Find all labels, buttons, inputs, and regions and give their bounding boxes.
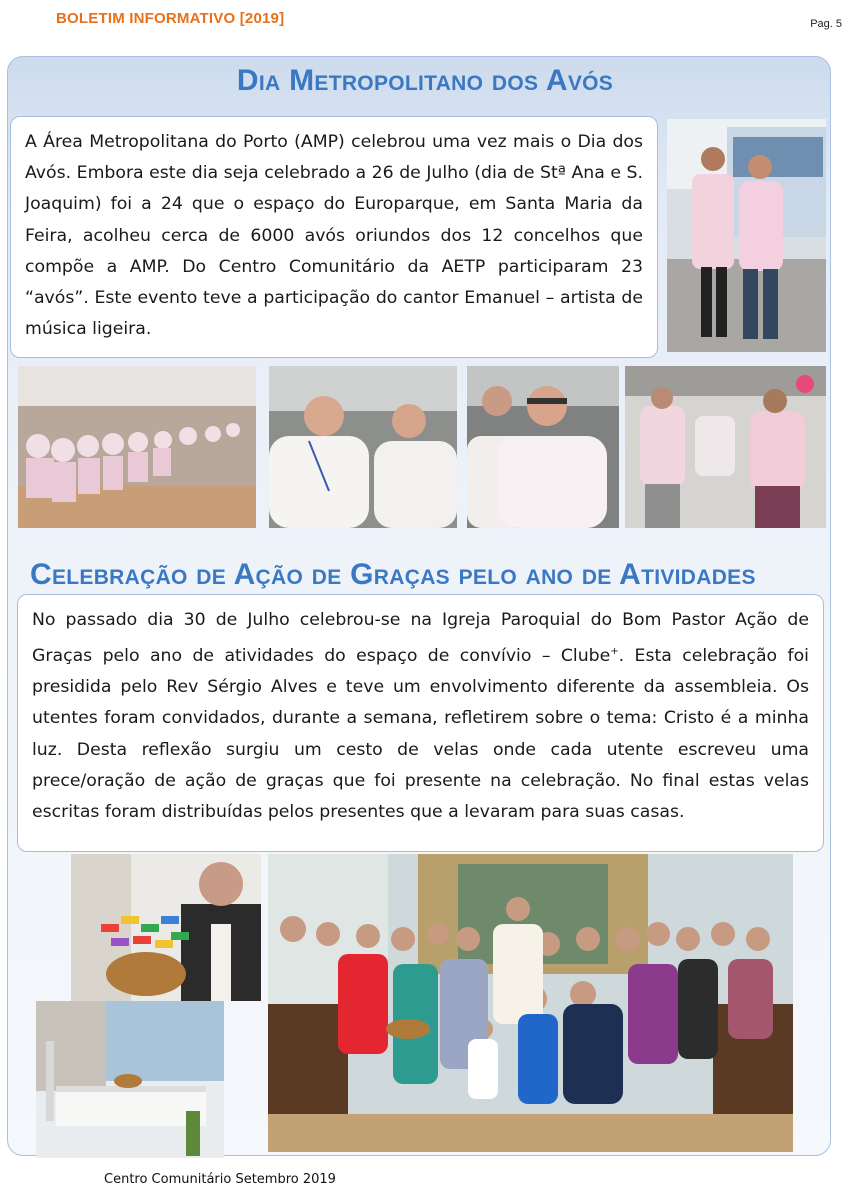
- photo-altar: [36, 1001, 224, 1158]
- paragraph-celebracao-part2: . Esta celebração foi presidida pelo Rev Sérgio Alves e teve um envolvimento diferente da assembleia. Os utentes foram convidados, durante a semana, refletirem sobre o tema: Cristo é a minha luz. Desta reflexão surgiu um cesto de velas onde cada utente escreveu uma prece/oração de ação de graças que foi presente na celebração. No final estas velas escritas foram distribuídas pelos presentes que a levaram para suas casas.: [32, 645, 809, 822]
- paragraph-avos: A Área Metropolitana do Porto (AMP) celebrou uma vez mais o Dia dos Avós. Embora este dia seja celebrado a 26 de Julho (dia de Stª Ana e S. Joaquim) foi a 24 que o espaço do Europarque, em Santa Maria da Feira, acolheu cerca de 6000 avós oriundos dos 12 concelhos que compõe a AMP. Do Centro Comunitário da AETP participaram 23 “avós”. Este evento teve a participação do cantor Emanuel – artista de música ligeira.: [25, 132, 643, 340]
- photo-grandmothers-glasses: [467, 366, 619, 528]
- section-title-avos: Dia Metropolitano dos Avós: [236, 64, 614, 97]
- section-title-celebracao: Celebração de Ação de Graças pelo ano de Atividades: [30, 558, 756, 591]
- photo-grandmothers-smiling: [269, 366, 457, 528]
- page-number: Pag. 5: [810, 18, 842, 30]
- text-box-avos: [10, 116, 658, 358]
- photo-group: [268, 854, 793, 1152]
- paragraph-celebracao: [32, 605, 809, 828]
- photo-candle-basket: [71, 854, 261, 1001]
- photo-grandparents-bus: [667, 119, 826, 352]
- paragraph-celebracao-part1: No passado dia 30 de Julho celebrou-se na Igreja Paroquial do Bom Pastor Ação de Graças pelo ano de atividades do espaço de convívio – Clube: [32, 610, 809, 666]
- photo-dancing: [625, 366, 826, 528]
- newsletter-title: BOLETIM INFORMATIVO [2019]: [56, 10, 285, 27]
- text-box-celebracao: [17, 594, 824, 852]
- photo-crowd-seated: [18, 366, 256, 528]
- footer-text: Centro Comunitário Setembro 2019: [104, 1172, 336, 1187]
- superscript-plus: +: [610, 646, 619, 658]
